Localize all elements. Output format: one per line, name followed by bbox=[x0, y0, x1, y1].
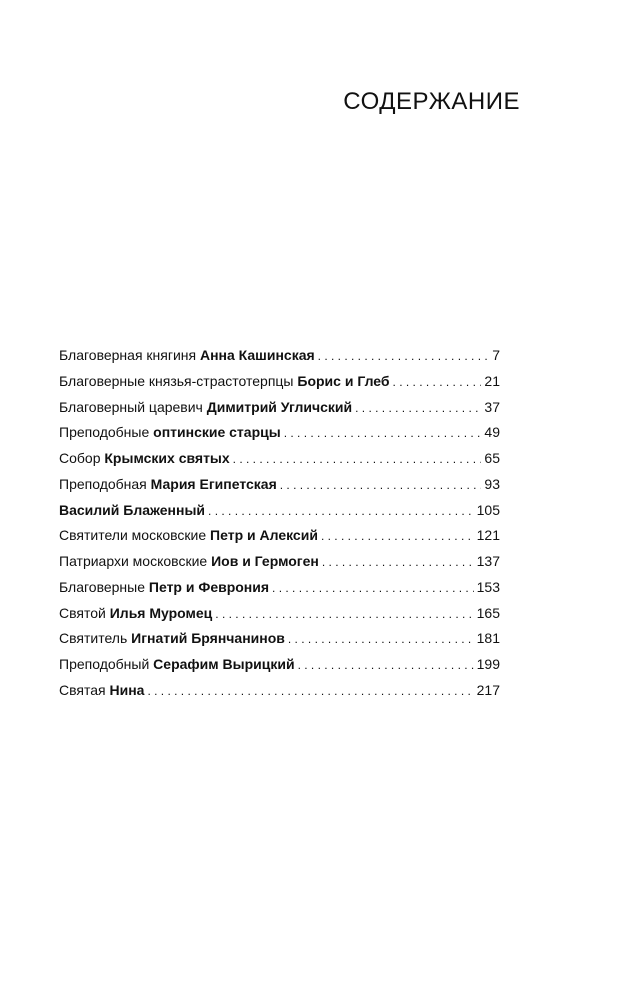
toc-entry[interactable] bbox=[59, 626, 500, 652]
dot-leader bbox=[393, 370, 482, 396]
entry-name: Анна Кашинская bbox=[199, 347, 315, 363]
entry-name: Мария Египетская bbox=[150, 475, 277, 492]
toc-entry[interactable] bbox=[59, 549, 500, 575]
toc-entry[interactable] bbox=[59, 472, 500, 498]
entry-prefix: Святители московские bbox=[59, 527, 211, 544]
dot-leader bbox=[147, 679, 473, 705]
entry-title bbox=[59, 523, 318, 549]
entry-title bbox=[59, 369, 390, 395]
entry-title bbox=[59, 446, 230, 472]
entry-page-number: 137 bbox=[476, 553, 500, 569]
entry-name: Петр и Алексий bbox=[210, 527, 318, 544]
entry-page-number: 21 bbox=[484, 372, 500, 389]
entry-name: Василий Блаженный bbox=[59, 501, 206, 518]
dot-leader bbox=[318, 344, 490, 370]
entry-title bbox=[59, 678, 144, 704]
toc-entry[interactable] bbox=[59, 601, 500, 627]
dot-leader bbox=[322, 550, 474, 576]
entry-prefix: Преподобные bbox=[59, 424, 154, 441]
dot-leader bbox=[355, 396, 481, 422]
entry-title bbox=[59, 420, 281, 446]
toc-entry[interactable] bbox=[59, 369, 500, 395]
entry-title bbox=[59, 549, 319, 575]
toc-entry[interactable] bbox=[59, 575, 500, 601]
entry-title bbox=[59, 652, 295, 678]
entry-prefix: Святой bbox=[59, 604, 110, 621]
entry-name: Димитрий Угличский bbox=[206, 398, 353, 415]
entry-name: Крымских святых bbox=[104, 450, 230, 466]
entry-prefix: Благоверный царевич bbox=[59, 398, 207, 415]
entry-page-number: 153 bbox=[476, 578, 500, 595]
entry-page-number: 65 bbox=[484, 450, 500, 466]
entry-name: Илья Муромец bbox=[109, 604, 213, 621]
entry-prefix: Святая bbox=[59, 681, 110, 698]
dot-leader bbox=[284, 421, 482, 447]
page-title: СОДЕРЖАНИЕ bbox=[343, 88, 520, 115]
entry-prefix: Патриархи московские bbox=[59, 553, 212, 569]
entry-title bbox=[59, 498, 205, 524]
toc-entry[interactable] bbox=[59, 652, 500, 678]
toc-entry[interactable] bbox=[59, 678, 500, 704]
entry-page-number: 105 bbox=[476, 501, 500, 518]
entry-page-number: 165 bbox=[476, 604, 500, 621]
entry-prefix: Благоверные князья-страстотерпцы bbox=[59, 372, 298, 389]
toc-entry[interactable] bbox=[59, 420, 500, 446]
entry-prefix: Собор bbox=[59, 450, 105, 466]
entry-page-number: 181 bbox=[476, 630, 500, 647]
entry-name: Борис и Глеб bbox=[297, 372, 390, 389]
entry-page-number: 93 bbox=[484, 475, 500, 492]
entry-name: Серафим Вырицкий bbox=[153, 656, 295, 672]
entry-prefix: Благоверные bbox=[59, 578, 149, 595]
entry-prefix: Преподобная bbox=[59, 475, 151, 492]
entry-title bbox=[59, 601, 212, 627]
toc-entry[interactable] bbox=[59, 523, 500, 549]
entry-title bbox=[59, 343, 315, 369]
entry-prefix: Преподобный bbox=[59, 656, 154, 672]
entry-page-number: 217 bbox=[476, 681, 500, 698]
table-of-contents bbox=[59, 343, 500, 704]
entry-name: Петр и Феврония bbox=[148, 578, 270, 595]
entry-prefix: Святитель bbox=[59, 630, 132, 647]
entry-name: Игнатий Брянчанинов bbox=[131, 630, 285, 647]
entry-name: Иов и Гермоген bbox=[211, 553, 319, 569]
entry-name: оптинские старцы bbox=[153, 424, 281, 441]
entry-page-number: 49 bbox=[484, 424, 500, 441]
entry-title bbox=[59, 472, 277, 498]
dot-leader bbox=[280, 473, 482, 499]
entry-page-number: 199 bbox=[476, 656, 500, 672]
toc-entry[interactable] bbox=[59, 446, 500, 472]
dot-leader bbox=[272, 576, 474, 602]
dot-leader bbox=[215, 602, 473, 628]
entry-page-number: 7 bbox=[492, 347, 500, 363]
toc-entry[interactable] bbox=[59, 343, 500, 369]
toc-entry[interactable] bbox=[59, 395, 500, 421]
dot-leader bbox=[288, 627, 474, 653]
dot-leader bbox=[298, 653, 474, 679]
entry-title bbox=[59, 575, 269, 601]
entry-page-number: 37 bbox=[484, 398, 500, 415]
dot-leader bbox=[208, 499, 474, 525]
entry-page-number: 121 bbox=[476, 527, 500, 544]
entry-title bbox=[59, 626, 285, 652]
entry-prefix: Благоверная княгиня bbox=[59, 347, 200, 363]
entry-title bbox=[59, 395, 352, 421]
toc-entry[interactable] bbox=[59, 498, 500, 524]
dot-leader bbox=[321, 524, 474, 550]
entry-name: Нина bbox=[109, 681, 145, 698]
dot-leader bbox=[233, 447, 482, 473]
